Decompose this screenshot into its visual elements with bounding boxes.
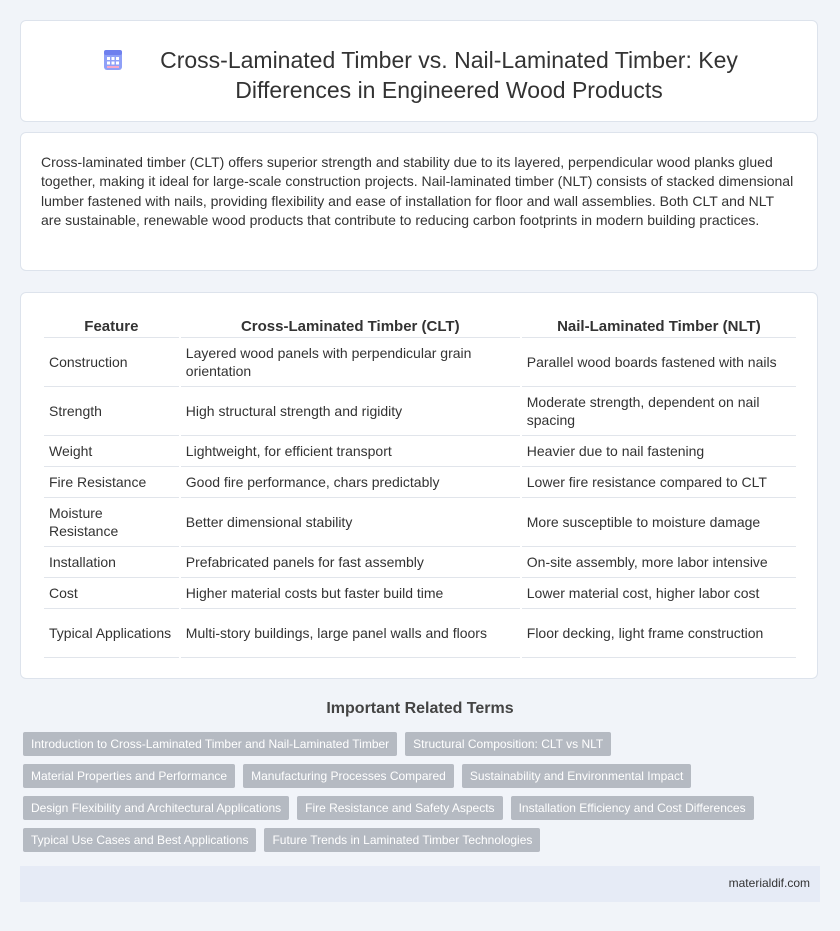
clt-cell: Layered wood panels with perpendicular grain orientation <box>181 338 520 387</box>
building-icon <box>102 49 124 71</box>
intro-paragraph: Cross-laminated timber (CLT) offers superior strength and stability due to its layered, perpendicular wood planks glued together, making it ideal for large-scale construction projects. Nail-laminated timber (NLT) consists of stacked dimensional lumber fastened with nails, providing flexibility and ease of installation for floor and wall assemblies. Both CLT and NLT are sustainable, renewable wood products that contribute to reducing carbon footprints in modern building practices. <box>41 154 794 228</box>
related-terms-tags <box>23 732 823 860</box>
header-clt: Cross-Laminated Timber (CLT) <box>181 315 520 338</box>
table-row <box>44 467 796 498</box>
feature-cell: Construction <box>44 338 179 387</box>
table-row <box>44 578 796 609</box>
related-term-tag[interactable]: Typical Use Cases and Best Applications <box>23 828 256 852</box>
clt-cell: Better dimensional stability <box>181 498 520 547</box>
title-card <box>20 20 818 122</box>
related-term-tag[interactable]: Installation Efficiency and Cost Differences <box>511 796 754 820</box>
table-row <box>44 547 796 578</box>
table-row <box>44 436 796 467</box>
nlt-cell: Parallel wood boards fastened with nails <box>522 338 796 387</box>
clt-cell: Prefabricated panels for fast assembly <box>181 547 520 578</box>
feature-cell: Moisture Resistance <box>44 498 179 547</box>
related-terms-title: Important Related Terms <box>326 700 514 717</box>
table-row <box>44 609 796 658</box>
feature-cell: Typical Applications <box>44 609 179 658</box>
feature-cell: Installation <box>44 547 179 578</box>
feature-cell: Fire Resistance <box>44 467 179 498</box>
header-feature: Feature <box>44 315 179 338</box>
table-header-row <box>44 315 796 338</box>
table-row <box>44 387 796 436</box>
feature-cell: Cost <box>44 578 179 609</box>
related-term-tag[interactable]: Design Flexibility and Architectural Applications <box>23 796 289 820</box>
related-term-tag[interactable]: Future Trends in Laminated Timber Technologies <box>264 828 540 852</box>
comparison-table <box>42 315 798 658</box>
table-row <box>44 338 796 387</box>
related-term-tag[interactable]: Manufacturing Processes Compared <box>243 764 454 788</box>
nlt-cell: Heavier due to nail fastening <box>522 436 796 467</box>
feature-cell: Strength <box>44 387 179 436</box>
feature-cell: Weight <box>44 436 179 467</box>
related-term-tag[interactable]: Sustainability and Environmental Impact <box>462 764 691 788</box>
clt-cell: Lightweight, for efficient transport <box>181 436 520 467</box>
footer <box>20 866 820 902</box>
nlt-cell: Moderate strength, dependent on nail spacing <box>522 387 796 436</box>
nlt-cell: Lower fire resistance compared to CLT <box>522 467 796 498</box>
nlt-cell: More susceptible to moisture damage <box>522 498 796 547</box>
related-term-tag[interactable]: Structural Composition: CLT vs NLT <box>405 732 611 756</box>
clt-cell: Higher material costs but faster build time <box>181 578 520 609</box>
page-title: Cross-Laminated Timber vs. Nail-Laminated Timber: Key Differences in Engineered Wood Products <box>160 47 738 103</box>
clt-cell: High structural strength and rigidity <box>181 387 520 436</box>
nlt-cell: Lower material cost, higher labor cost <box>522 578 796 609</box>
clt-cell: Multi-story buildings, large panel walls and floors <box>181 609 520 658</box>
related-term-tag[interactable]: Material Properties and Performance <box>23 764 235 788</box>
header-nlt: Nail-Laminated Timber (NLT) <box>522 315 796 338</box>
clt-cell: Good fire performance, chars predictably <box>181 467 520 498</box>
related-term-tag[interactable]: Fire Resistance and Safety Aspects <box>297 796 502 820</box>
related-term-tag[interactable]: Introduction to Cross-Laminated Timber and Nail-Laminated Timber <box>23 732 397 756</box>
table-row <box>44 498 796 547</box>
comparison-table-card <box>20 292 818 679</box>
intro-card <box>20 132 818 271</box>
nlt-cell: Floor decking, light frame construction <box>522 609 796 658</box>
nlt-cell: On-site assembly, more labor intensive <box>522 547 796 578</box>
footer-site-link[interactable]: materialdif.com <box>728 876 810 890</box>
